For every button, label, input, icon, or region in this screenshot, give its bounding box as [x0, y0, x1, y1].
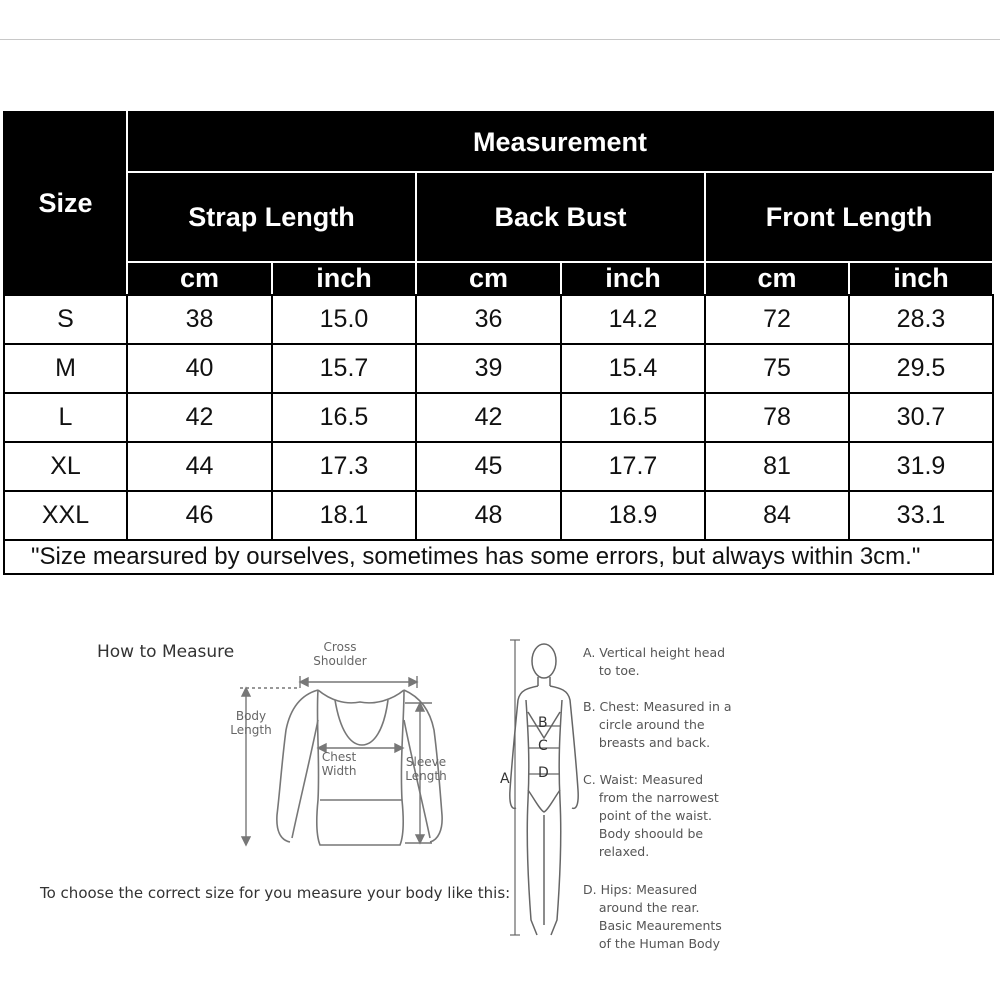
- marker-b: B: [538, 715, 548, 731]
- unit-header: inch: [561, 262, 705, 295]
- table-cell: 18.9: [561, 491, 705, 540]
- table-cell: 15.4: [561, 344, 705, 393]
- table-cell: 45: [416, 442, 561, 491]
- size-cell: XXL: [4, 491, 127, 540]
- table-cell: 15.0: [272, 295, 416, 344]
- size-cell: L: [4, 393, 127, 442]
- table-cell: 72: [705, 295, 849, 344]
- table-cell: 17.7: [561, 442, 705, 491]
- choose-size-instruction: To choose the correct size for you measure your body like this:: [40, 884, 511, 902]
- unit-header: cm: [127, 262, 272, 295]
- table-cell: 78: [705, 393, 849, 442]
- table-cell: 42: [127, 393, 272, 442]
- table-cell: 30.7: [849, 393, 993, 442]
- size-cell: XL: [4, 442, 127, 491]
- measure-item-b: B. Chest: Measured in a circle around the breasts and back.: [583, 699, 732, 750]
- measure-item-d: D. Hips: Measured around the rear. Basic Meaurements of the Human Body: [583, 882, 722, 951]
- strap-length-header: Strap Length: [127, 172, 416, 262]
- table-cell: 46: [127, 491, 272, 540]
- unit-header: cm: [416, 262, 561, 295]
- table-cell: 33.1: [849, 491, 993, 540]
- table-cell: 42: [416, 393, 561, 442]
- body-length-label: Body Length: [230, 709, 272, 737]
- table-cell: 31.9: [849, 442, 993, 491]
- table-cell: 38: [127, 295, 272, 344]
- how-to-measure-title: How to Measure: [97, 642, 235, 662]
- cross-shoulder-label: Cross Shoulder: [313, 640, 367, 668]
- table-cell: 16.5: [561, 393, 705, 442]
- size-header: Size: [4, 112, 127, 295]
- marker-d: D: [538, 765, 549, 781]
- unit-header: inch: [849, 262, 993, 295]
- sleeve-length-label: Sleeve Length: [405, 755, 447, 783]
- table-cell: 29.5: [849, 344, 993, 393]
- measure-item-c: C. Waist: Measured from the narrowest point of the waist. Body shoould be relaxed.: [583, 772, 719, 859]
- unit-header: cm: [705, 262, 849, 295]
- size-cell: S: [4, 295, 127, 344]
- back-bust-header: Back Bust: [416, 172, 705, 262]
- table-cell: 40: [127, 344, 272, 393]
- chest-width-label: Chest Width: [321, 750, 357, 778]
- table-cell: 14.2: [561, 295, 705, 344]
- table-cell: 44: [127, 442, 272, 491]
- measurement-header: Measurement: [127, 112, 993, 172]
- table-cell: 16.5: [272, 393, 416, 442]
- table-cell: 39: [416, 344, 561, 393]
- marker-c: C: [538, 738, 548, 754]
- unit-header: inch: [272, 262, 416, 295]
- table-cell: 81: [705, 442, 849, 491]
- table-cell: 75: [705, 344, 849, 393]
- table-cell: 84: [705, 491, 849, 540]
- size-cell: M: [4, 344, 127, 393]
- marker-a: A: [500, 771, 510, 787]
- table-cell: 28.3: [849, 295, 993, 344]
- table-cell: 48: [416, 491, 561, 540]
- size-note: "Size mearsured by ourselves, sometimes has some errors, but always within 3cm.": [4, 540, 993, 574]
- table-cell: 18.1: [272, 491, 416, 540]
- body-figure: [510, 644, 578, 935]
- front-length-header: Front Length: [705, 172, 993, 262]
- measure-item-a: A. Vertical height head to toe.: [583, 645, 726, 678]
- table-cell: 17.3: [272, 442, 416, 491]
- table-cell: 15.7: [272, 344, 416, 393]
- table-cell: 36: [416, 295, 561, 344]
